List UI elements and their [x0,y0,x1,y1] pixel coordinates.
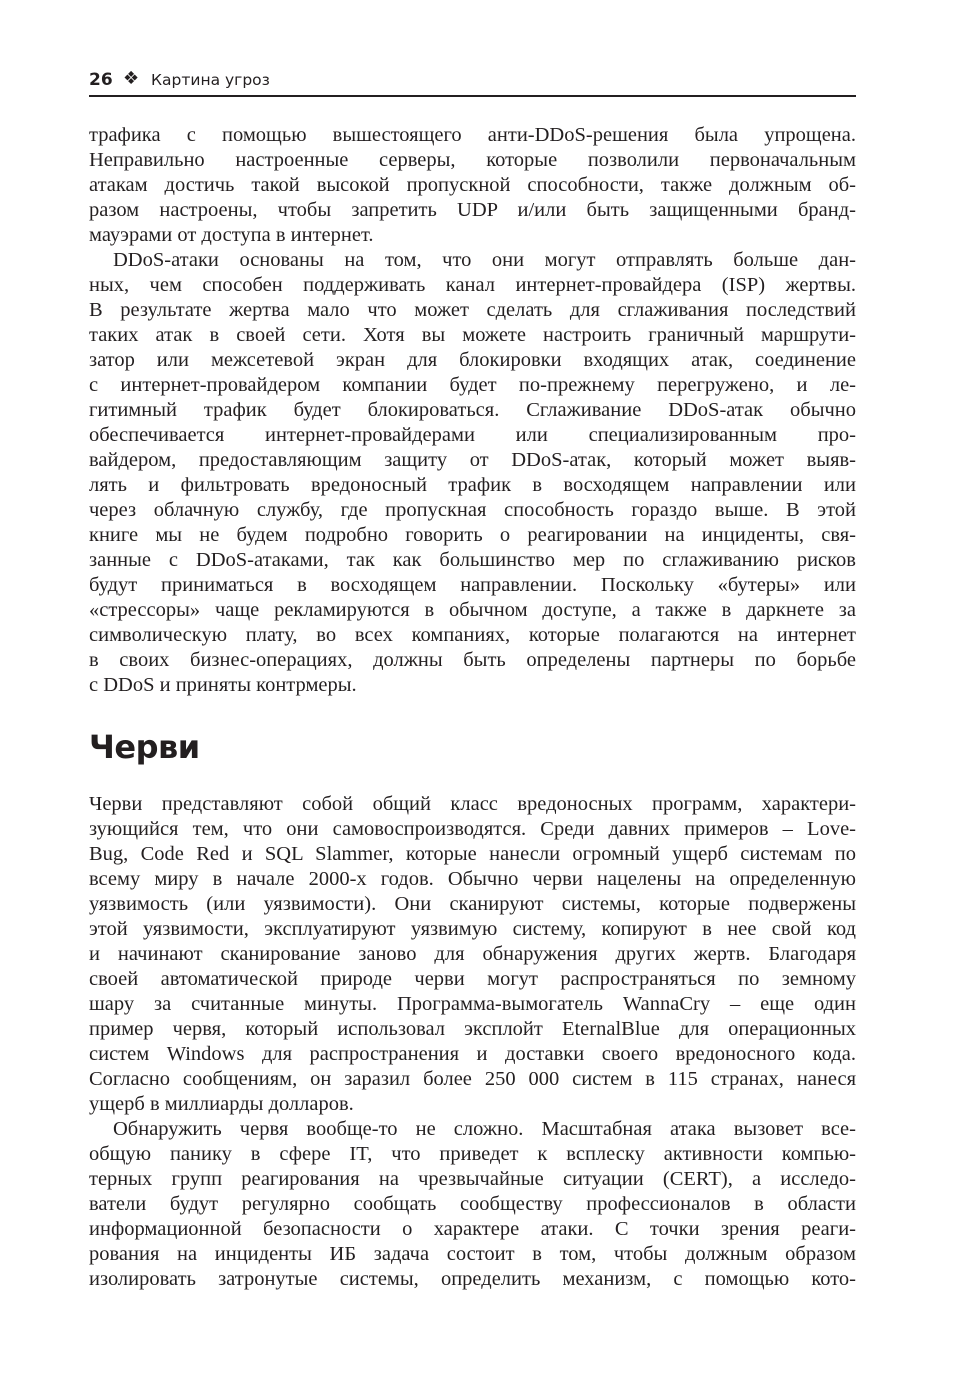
running-header [89,68,856,96]
text-line: атакам достичь такой высокой пропускной способности, также должным об- [89,174,856,196]
text-line: рования на инциденты ИБ задача состоит в том, чтобы должным образом [89,1243,856,1265]
text-line: зующийся тем, что они самовоспроизводятся. Среди давних примеров – Love- [89,818,856,840]
text-line: разом настроены, чтобы запретить UDP и/или быть защищенными бранд- [89,199,856,221]
text-line: вайдером, предоставляющим защиту от DDoS-атак, который может выяв- [89,449,856,471]
text-line: уязвимость (или уязвимости). Они сканируют системы, которые подвержены [89,893,856,915]
text-line: трафика с помощью вышестоящего анти-DDoS-решения была упрощена. [89,124,856,146]
text-line: лять и фильтровать вредоносный трафик в восходящем направлении или [89,474,856,496]
page-number: 26 [89,70,113,90]
text-line: Обнаружить червя вообще-то не сложно. Масштабная атака вызовет все- [113,1118,856,1140]
text-line: Согласно сообщениям, он заразил более 250 000 систем в 115 странах, нанеся [89,1068,856,1090]
text-line: в своих бизнес-операциях, должны быть определены партнеры по борьбе [89,649,856,671]
section-ddos-text [89,123,856,698]
text-line: будут приниматься в восходящем направлении. Поскольку «бутеры» или [89,574,856,596]
text-line: ущерб в миллиарды долларов. [89,1093,354,1115]
paragraph [89,248,856,698]
text-line: В результате жертва мало что может сделать для сглаживания последствий [89,299,856,321]
text-line: обеспечивается интернет-провайдерами или специализированным про- [89,424,856,446]
text-line: своей автоматической природе черви могут распространяться по земному [89,968,856,990]
text-line: с интернет-провайдером компании будет по-прежнему перегружено, и ле- [89,374,856,396]
text-line: изолировать затронутые системы, определить механизм, с помощью кото- [89,1268,856,1290]
text-line: через облачную службу, где пропускная способность гораздо выше. В этой [89,499,856,521]
text-line: этой уязвимости, эксплуатируют уязвимую систему, копируют в нее свой код [89,918,856,940]
section-heading: Черви [89,728,200,766]
text-line: занные с DDoS-атаками, так как большинство мер по сглаживанию рисков [89,549,856,571]
text-line: книге мы не будем подробно говорить о реагировании на инциденты, свя- [89,524,856,546]
text-line: таких атак в своей сети. Хотя вы можете настроить граничный маршрути- [89,324,856,346]
text-line: гитимный трафик будет блокироваться. Сглаживание DDoS-атак обычно [89,399,856,421]
text-line: терных групп реагирования на чрезвычайные ситуации (CERT), а исследо- [89,1168,856,1190]
text-line: с DDoS и приняты контрмеры. [89,674,357,696]
text-line: пример червя, который использовал эксплойт EternalBlue для операционных [89,1018,856,1040]
paragraph [89,1117,856,1292]
text-line: DDoS-атаки основаны на том, что они могут отправлять больше дан- [113,249,856,271]
text-line: мауэрами от доступа в интернет. [89,224,374,246]
text-line: и начинают сканирование заново для обнаружения других жертв. Благодаря [89,943,856,965]
text-line: систем Windows для распространения и доставки своего вредоносного кода. [89,1043,856,1065]
text-line: ватели будут регулярно сообщать сообществу профессионалов в области [89,1193,856,1215]
text-line: символическую плату, во всех компаниях, которые полагаются на интернет [89,624,856,646]
text-line: Черви представляют собой общий класс вредоносных программ, характери- [89,793,856,815]
text-line: шару за считанные минуты. Программа-вымогатель WannaCry – еще один [89,993,856,1015]
text-line: общую панику в сфере IT, что приведет к всплеску активности компью- [89,1143,856,1165]
paragraph [89,123,856,248]
four-diamond-ornament-icon: ❖ [123,68,140,89]
text-line: Неправильно настроенные серверы, которые позволили первоначальным [89,149,856,171]
running-title: Картина угроз [151,71,270,89]
text-line: «стрессоры» чаще рекламируются в обычном доступе, а также в даркнете за [89,599,856,621]
text-line: информационной безопасности о характере атаки. С точки зрения реаги- [89,1218,856,1240]
text-line: всему миру в начале 2000-х годов. Обычно черви нацелены на определенную [89,868,856,890]
text-line: ных, чем способен поддерживать канал интернет-провайдера (ISP) жертвы. [89,274,856,296]
text-line: затор или межсетевой экран для блокировки входящих атак, соединение [89,349,856,371]
text-line: Bug, Code Red и SQL Slammer, которые нанесли огромный ущерб системам по [89,843,856,865]
header-rule [89,95,856,97]
section-worms-text [89,792,856,1292]
paragraph [89,792,856,1117]
